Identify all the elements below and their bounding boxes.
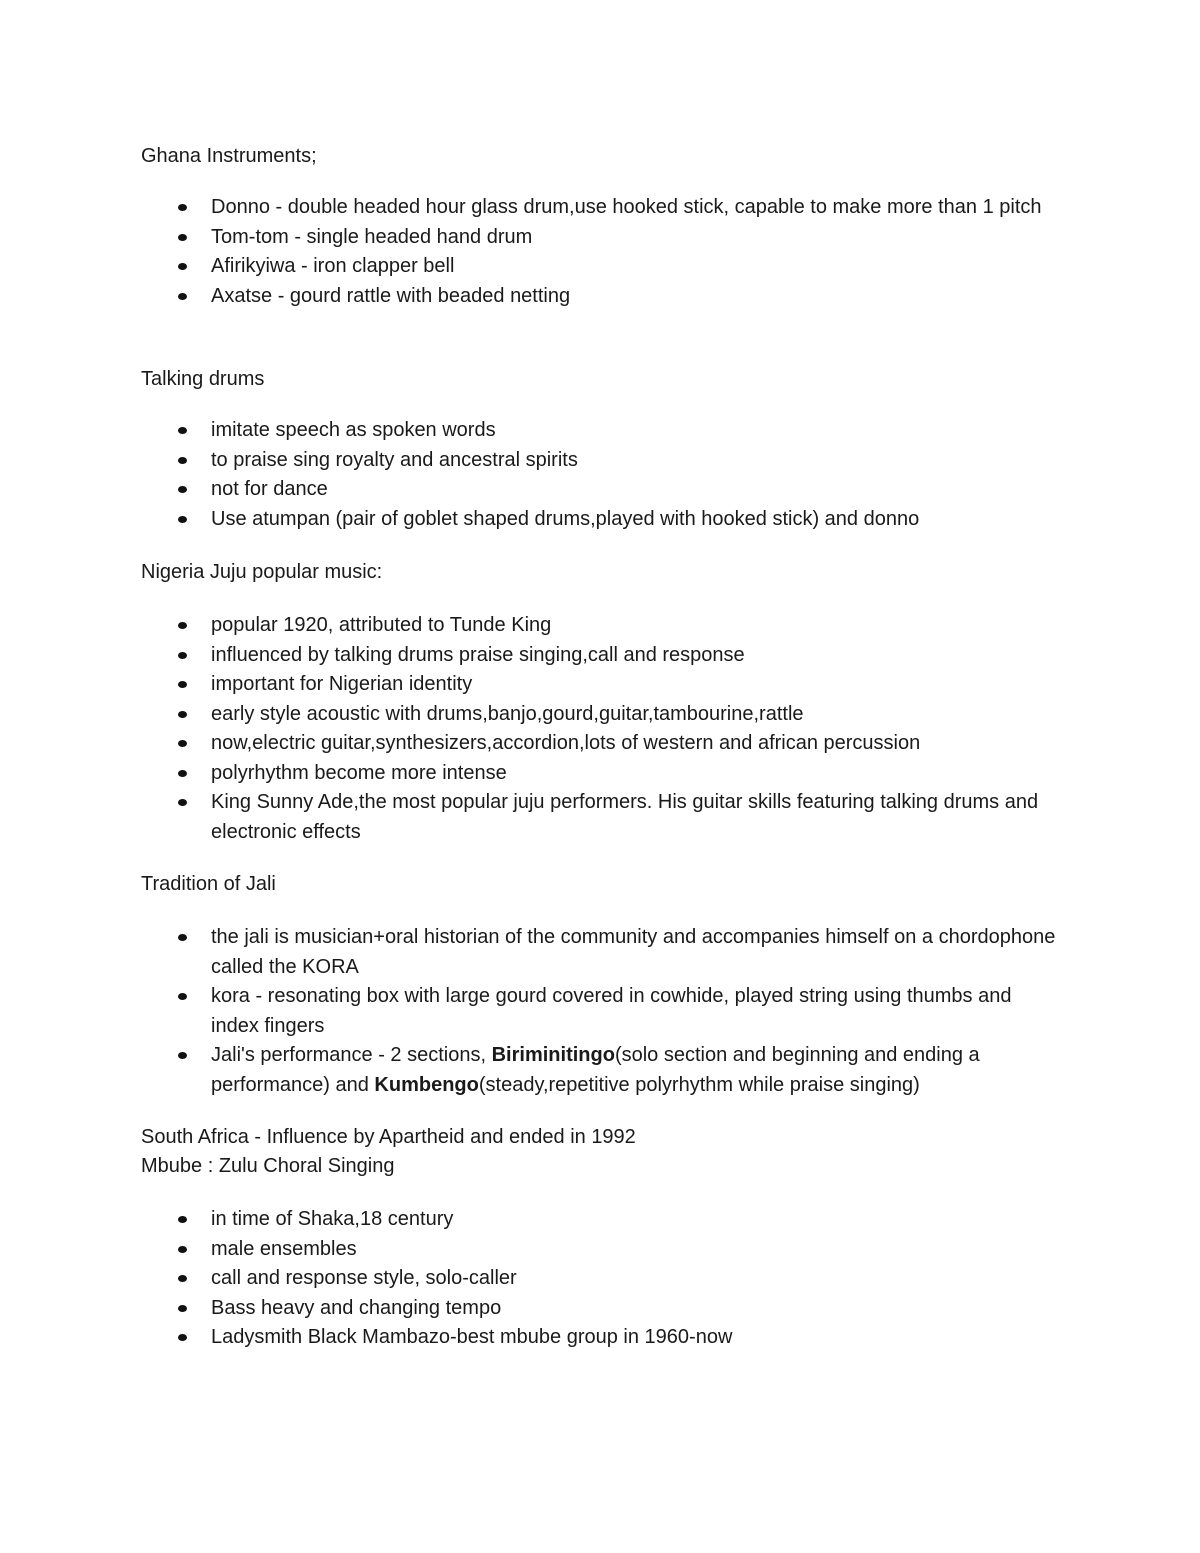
- list-item-text: male ensembles: [211, 1237, 357, 1260]
- section-heading: Nigeria Juju popular music:: [141, 561, 383, 583]
- list-item-text: imitate speech as spoken words: [211, 419, 496, 441]
- bullet-icon: [178, 457, 187, 464]
- list-item-text: call and response style, solo-caller: [211, 1267, 517, 1289]
- list-item: [141, 446, 1061, 476]
- list-item-text: popular 1920, attributed to Tunde King: [211, 614, 552, 636]
- bullet-icon: [178, 1246, 187, 1253]
- bullet-icon: [178, 293, 187, 300]
- list-item-text: Ladysmith Black Mambazo-best mbube group in 1960-now: [211, 1326, 733, 1348]
- section-tradition-of-jali: [141, 870, 1061, 899]
- south-africa-bullet-list: [141, 1205, 1061, 1353]
- talking-bullet-list: [141, 416, 1061, 534]
- section-talking-drums: [141, 365, 1061, 394]
- bullet-icon: [178, 263, 187, 270]
- bullet-icon: [178, 622, 187, 629]
- performance-intro: Jali's performance - 2 sections,: [211, 1044, 492, 1066]
- list-item: [141, 1323, 1061, 1353]
- list-item-text: Bass heavy and changing tempo: [211, 1296, 502, 1319]
- bullet-icon: [178, 486, 187, 493]
- list-item: [141, 1294, 1061, 1324]
- list-item-text: not for dance: [211, 478, 328, 500]
- list-item: [141, 1041, 1061, 1100]
- list-item: [141, 223, 1061, 253]
- section-heading: Ghana Instruments;: [141, 145, 317, 167]
- ghana-bullet-list: [141, 193, 1061, 311]
- bullet-icon: [178, 1052, 187, 1059]
- list-item-text: Donno - double headed hour glass drum,use hooked stick, capable to make more than 1 pitch: [211, 196, 1042, 218]
- section-south-africa: [141, 1123, 1061, 1181]
- list-item-text: now,electric guitar,synthesizers,accordion,lots of western and african percussion: [211, 732, 921, 754]
- term-kumbengo: Kumbengo: [374, 1073, 479, 1096]
- list-item: [141, 641, 1061, 671]
- list-item-text: Afirikyiwa - iron clapper bell: [211, 255, 455, 277]
- bullet-icon: [178, 516, 187, 523]
- section-heading: Talking drums: [141, 368, 265, 390]
- bullet-icon: [178, 740, 187, 747]
- list-item: [141, 416, 1061, 446]
- list-item-text: Tom-tom - single headed hand drum: [211, 225, 533, 248]
- jali-bullet-list: [141, 923, 1061, 1100]
- list-item-text: the jali is musician+oral historian of the community and accompanies himself on a chordophone called the KORA: [211, 926, 1056, 978]
- list-item-text: [211, 1044, 980, 1096]
- juju-bullet-list: [141, 611, 1061, 847]
- bullet-icon: [178, 234, 187, 241]
- list-item: [141, 923, 1061, 982]
- section-heading: South Africa - Influence by Apartheid and ended in 1992: [141, 1126, 636, 1148]
- list-item: [141, 282, 1061, 312]
- list-item: [141, 670, 1061, 700]
- list-item-text: early style acoustic with drums,banjo,gourd,guitar,tambourine,rattle: [211, 702, 804, 725]
- list-item: [141, 1205, 1061, 1235]
- section-subheading: Mbube : Zulu Choral Singing: [141, 1155, 395, 1177]
- list-item-text: influenced by talking drums praise singing,call and response: [211, 643, 745, 666]
- list-item-text: to praise sing royalty and ancestral spirits: [211, 448, 578, 471]
- bullet-icon: [178, 1275, 187, 1282]
- bullet-icon: [178, 934, 187, 941]
- list-item: [141, 1264, 1061, 1294]
- list-item-text: Axatse - gourd rattle with beaded netting: [211, 284, 571, 307]
- bullet-icon: [178, 681, 187, 688]
- bullet-icon: [178, 1334, 187, 1341]
- list-item: [141, 193, 1061, 223]
- section-ghana-instruments: [141, 142, 1061, 171]
- list-item: [141, 505, 1061, 535]
- list-item: [141, 700, 1061, 730]
- term-biriminitingo-desc: (solo section and beginning and ending a performance) and: [211, 1044, 980, 1096]
- bullet-icon: [178, 1216, 187, 1223]
- list-item: [141, 475, 1061, 505]
- list-item-text: polyrhythm become more intense: [211, 761, 507, 784]
- section-heading: Tradition of Jali: [141, 873, 276, 895]
- term-biriminitingo: Biriminitingo: [491, 1044, 615, 1066]
- list-item: [141, 982, 1061, 1041]
- bullet-icon: [178, 993, 187, 1000]
- bullet-icon: [178, 711, 187, 718]
- bullet-icon: [178, 427, 187, 434]
- list-item-text: King Sunny Ade,the most popular juju performers. His guitar skills featuring talking drums and electronic effects: [211, 791, 1039, 843]
- list-item: [141, 729, 1061, 759]
- list-item: [141, 788, 1061, 847]
- bullet-icon: [178, 799, 187, 806]
- list-item: [141, 1235, 1061, 1265]
- list-item: [141, 759, 1061, 789]
- term-kumbengo-desc: (steady,repetitive polyrhythm while praise singing): [478, 1073, 920, 1096]
- section-nigeria-juju: [141, 558, 1061, 587]
- bullet-icon: [178, 204, 187, 211]
- bullet-icon: [178, 1305, 187, 1312]
- list-item-text: kora - resonating box with large gourd covered in cowhide, played string using thumbs and index fingers: [211, 985, 1012, 1037]
- list-item-text: Use atumpan (pair of goblet shaped drums,played with hooked stick) and donno: [211, 507, 920, 530]
- bullet-icon: [178, 652, 187, 659]
- list-item-text: in time of Shaka,18 century: [211, 1208, 454, 1230]
- list-item: [141, 252, 1061, 282]
- list-item-text: important for Nigerian identity: [211, 673, 473, 695]
- list-item: [141, 611, 1061, 641]
- bullet-icon: [178, 770, 187, 777]
